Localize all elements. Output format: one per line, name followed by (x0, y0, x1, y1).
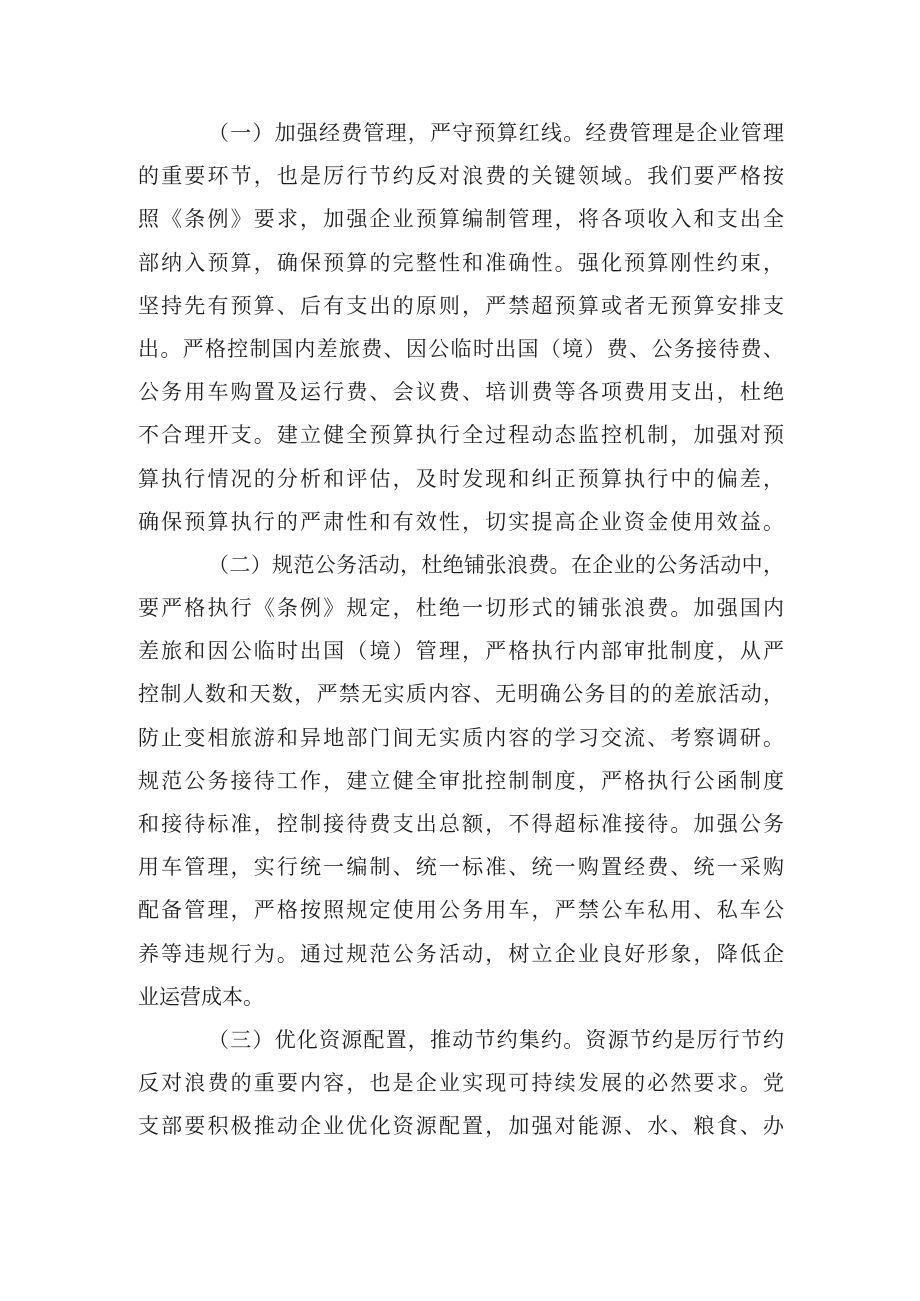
text-line: 用车管理，实行统一编制、统一标准、统一购置经费、统一采购 (138, 855, 784, 880)
text-line: 业运营成本。 (138, 984, 264, 1009)
text-line: （一）加强经费管理，严守预算红线。经费管理是企业管理 (208, 121, 784, 145)
text-line: 规范公务接待工作，建立健全审批控制制度，严格执行公函制度 (138, 768, 784, 793)
text-line: 配备管理，严格按照规定使用公务用车，严禁公车私用、私车公 (138, 898, 784, 923)
text-line: 确保预算执行的严肃性和有效性，切实提高企业资金使用效益。 (138, 509, 784, 534)
paragraph-2 (138, 544, 784, 1019)
text-line: 部纳入预算，确保预算的完整性和准确性。强化预算刚性约束， (138, 250, 784, 275)
text-line: 支部要积极推动企业优化资源配置，加强对能源、水、粮食、办 (138, 1114, 784, 1139)
text-line: （二）规范公务活动，杜绝铺张浪费。在企业的公务活动中， (208, 552, 784, 577)
text-line: 算执行情况的分析和评估，及时发现和纠正预算执行中的偏差， (138, 466, 784, 491)
paragraph-1 (138, 112, 784, 544)
text-line: 养等违规行为。通过规范公务活动，树立企业良好形象，降低企 (138, 941, 784, 966)
text-line: 差旅和因公临时出国（境）管理，严格执行内部审批制度，从严 (138, 639, 784, 664)
text-line: 公务用车购置及运行费、会议费、培训费等各项费用支出，杜绝 (138, 380, 784, 405)
text-line: 防止变相旅游和异地部门间无实质内容的学习交流、考察调研。 (138, 725, 784, 750)
text-line: 要严格执行《条例》规定，杜绝一切形式的铺张浪费。加强国内 (138, 596, 784, 621)
paragraph-3 (138, 1019, 784, 1149)
text-line: 照《条例》要求，加强企业预算编制管理，将各项收入和支出全 (138, 207, 784, 232)
text-line: 控制人数和天数，严禁无实质内容、无明确公务目的的差旅活动， (138, 682, 784, 707)
text-line: 反对浪费的重要内容，也是企业实现可持续发展的必然要求。党 (138, 1071, 784, 1096)
text-line: 和接待标准，控制接待费支出总额，不得超标准接待。加强公务 (138, 812, 784, 836)
text-line: 坚持先有预算、后有支出的原则，严禁超预算或者无预算安排支 (138, 293, 784, 318)
text-line: 的重要环节，也是厉行节约反对浪费的关键领域。我们要严格按 (138, 164, 784, 189)
text-line: 出。严格控制国内差旅费、因公临时出国（境）费、公务接待费、 (138, 336, 784, 361)
document-body (138, 112, 784, 1149)
text-line: （三）优化资源配置，推动节约集约。资源节约是厉行节约 (208, 1027, 784, 1052)
text-line: 不合理开支。建立健全预算执行全过程动态监控机制，加强对预 (138, 423, 784, 448)
